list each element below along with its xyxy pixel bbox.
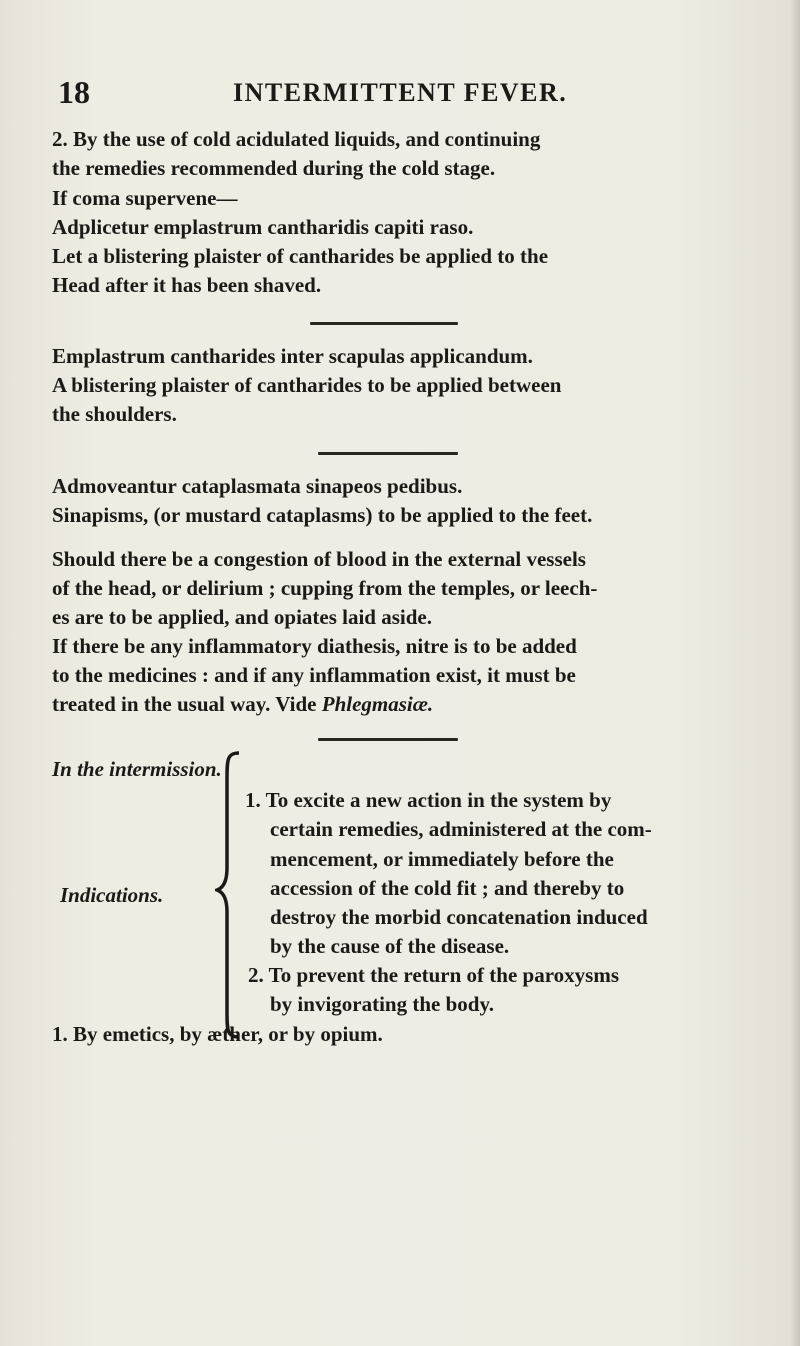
text-line: to the medicines : and if any inflammation exist, it must be xyxy=(52,663,576,687)
indication-line: mencement, or immediately before the xyxy=(270,847,614,871)
text-line: A blistering plaister of cantharides to be applied between xyxy=(52,373,562,397)
indication-line: destroy the morbid concatenation induced xyxy=(270,905,648,929)
text-line xyxy=(52,690,433,718)
text-line: 2. By the use of cold acidulated liquids, and continuing xyxy=(52,127,541,151)
running-head: INTERMITTENT FEVER. xyxy=(233,78,568,107)
section-rule xyxy=(318,738,458,741)
text-line: of the head, or delirium ; cupping from the temples, or leech- xyxy=(52,576,598,600)
indication-line: 2. To prevent the return of the paroxysms xyxy=(248,963,620,987)
remedy-line: 1. By emetics, by æther, or by opium. xyxy=(52,1022,383,1046)
text-fragment: treated in the usual way. xyxy=(52,692,271,716)
page-header xyxy=(58,74,758,114)
curly-brace-icon xyxy=(215,750,245,1040)
indication-line: by the cause of the disease. xyxy=(270,934,510,958)
text-line: If there be any inflammatory diathesis, nitre is to be added xyxy=(52,634,577,658)
text-line: the shoulders. xyxy=(52,402,177,426)
text-line: es are to be applied, and opiates laid aside. xyxy=(52,605,432,629)
indications-label: Indications. xyxy=(60,883,164,907)
latin-prescription: Adplicetur emplastrum cantharidis capiti raso. xyxy=(52,215,474,239)
latin-prescription: Admoveantur cataplasmata sinapeos pedibus. xyxy=(52,474,463,498)
text-line: Should there be a congestion of blood in the external vessels xyxy=(52,547,586,571)
intermission-heading: In the intermission. xyxy=(52,757,222,781)
coma-line: If coma supervene— xyxy=(52,186,238,210)
indication-line: 1. To excite a new action in the system by xyxy=(245,788,612,812)
section-rule xyxy=(310,322,458,325)
cross-reference: Phlegmasiæ. xyxy=(321,692,434,716)
section-rule xyxy=(318,452,458,455)
text-line: Let a blistering plaister of cantharides be applied to the xyxy=(52,244,549,268)
vide-prefix: Vide xyxy=(275,692,317,716)
indication-line: accession of the cold fit ; and thereby to xyxy=(270,876,625,900)
text-line: the remedies recommended during the cold stage. xyxy=(52,156,496,180)
indication-line: by invigorating the body. xyxy=(270,992,495,1016)
page-number: 18 xyxy=(58,74,90,110)
indication-line: certain remedies, administered at the com- xyxy=(270,817,652,841)
text-line: Head after it has been shaved. xyxy=(52,273,322,297)
latin-prescription: Emplastrum cantharides inter scapulas applicandum. xyxy=(52,344,533,368)
page-edge-shadow xyxy=(790,0,800,1346)
text-line: Sinapisms, (or mustard cataplasms) to be applied to the feet. xyxy=(52,503,593,527)
